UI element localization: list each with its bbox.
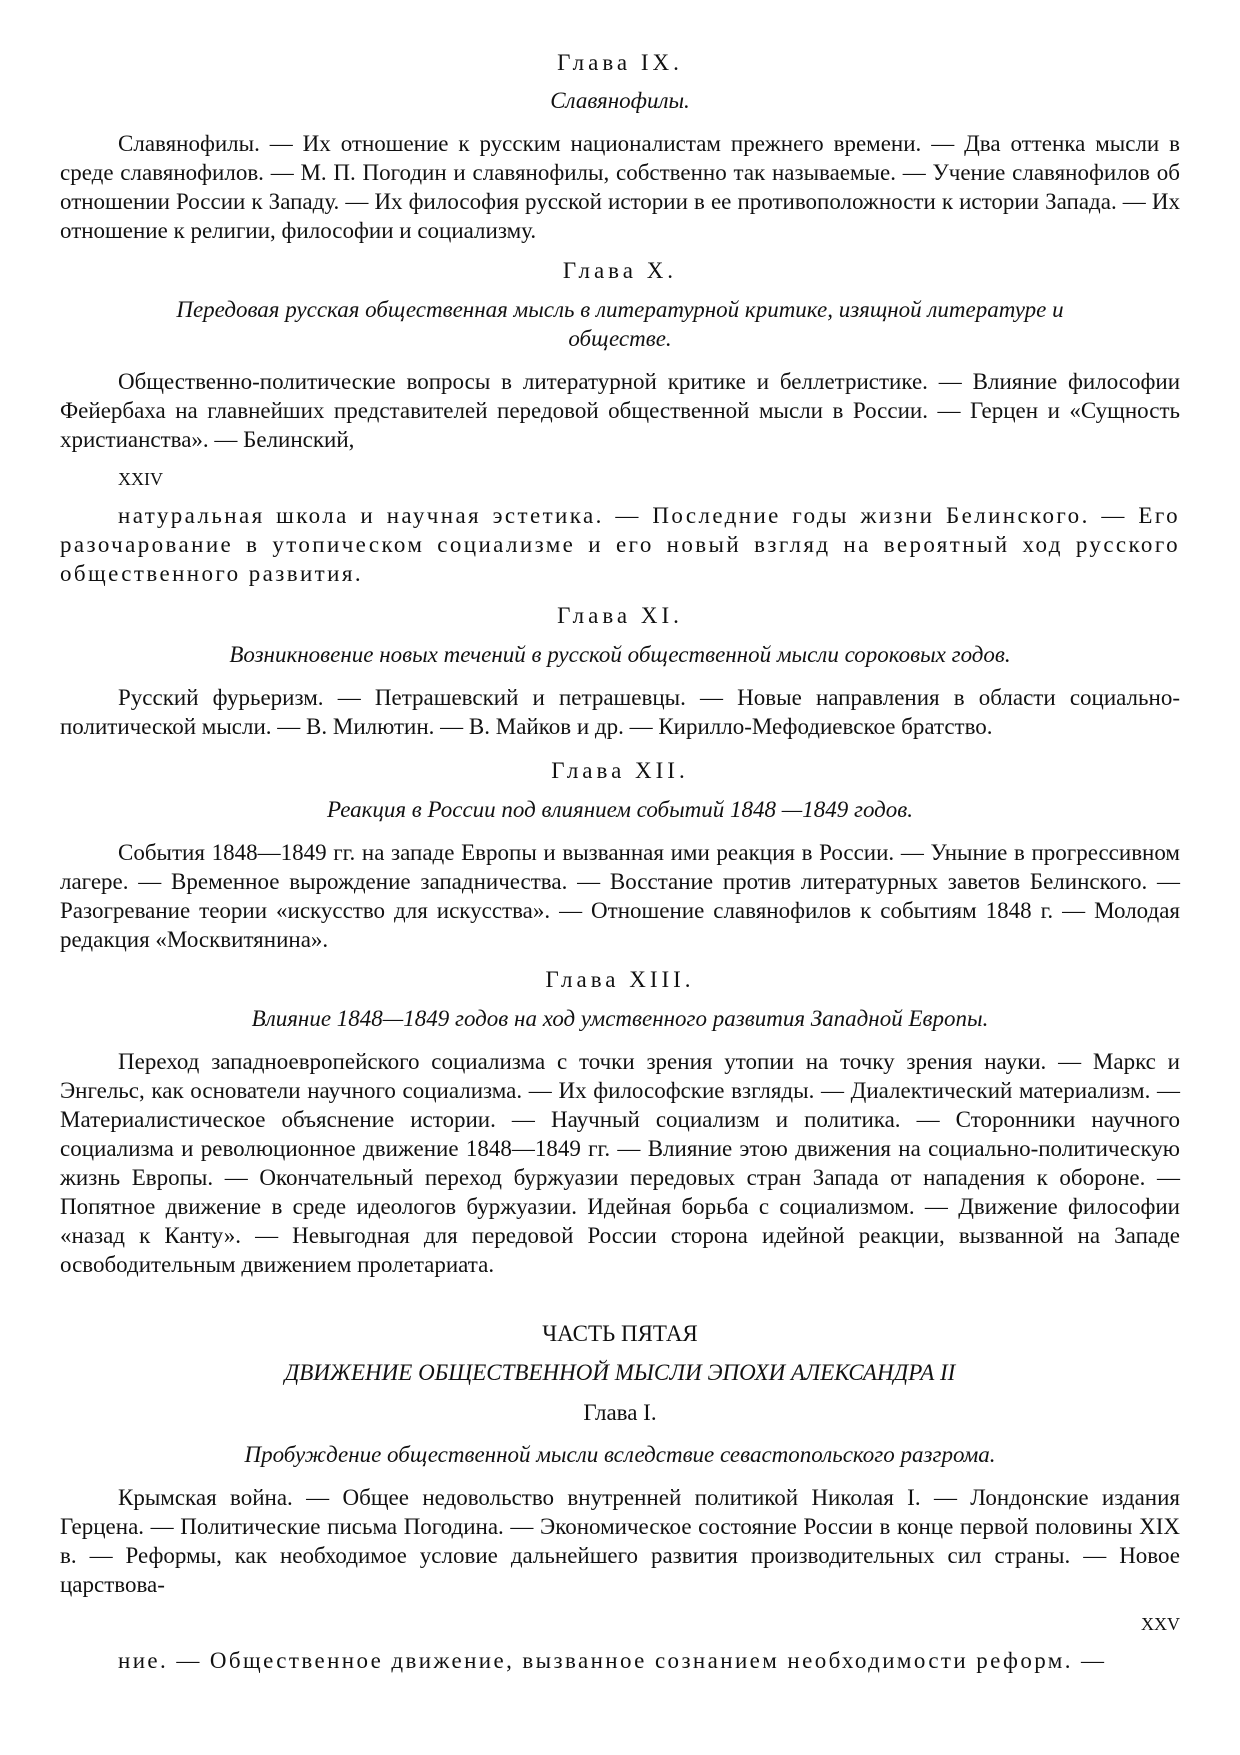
chapter-9-summary: Славянофилы. — Их отношение к русским националистам прежнего времени. — Два оттенка мысли в среде славянофилов. — М. П. Погодин и славянофилы, собственно так называемые. — Учение славянофилов об отношении России к Западу. — Их философия русской истории в ее противоположности к истории Запада. — Их отношение к религии, философии и социализму. bbox=[60, 131, 1180, 243]
chapter-12-heading: Глава XII. bbox=[551, 758, 689, 783]
chapter-12-title: Реакция в России под влиянием событий 1848 —1849 годов. bbox=[326, 797, 914, 822]
part-5-title: ДВИЖЕНИЕ ОБЩЕСТВЕННОЙ МЫСЛИ ЭПОХИ АЛЕКСАНДРА II bbox=[284, 1360, 956, 1385]
chapter-12-summary: События 1848—1849 гг. на западе Европы и вызванная ими реакция в России. — Уныние в прогрессивном лагере. — Временное вырождение западничества. — Восстание против литературных заветов Белинского. — Разогревание теории «искусство для искусства». — Отношение славянофилов к событиям 1848 г. — Молодая редакция «Москвитянина». bbox=[60, 840, 1180, 952]
chapter-9-heading: Глава IX. bbox=[557, 50, 683, 75]
chapter-13-title: Влияние 1848—1849 годов на ход умственного развития Западной Европы. bbox=[251, 1006, 989, 1031]
part-5-chapter-1-heading: Глава I. bbox=[583, 1400, 657, 1425]
chapter-9-title: Славянофилы. bbox=[550, 88, 690, 113]
part-5-chapter-1-title: Пробуждение общественной мысли вследствие севастопольского разгрома. bbox=[244, 1442, 996, 1467]
chapter-13-summary: Переход западноевропейского социализма с точки зрения утопии на точку зрения науки. — Маркс и Энгельс, как основатели научного социализма. — Их философские взгляды. — Диалектический материализм. — Материалистическое объяснение истории. — Научный социализм и политика. — Сторонники научного социализма и революционное движение 1848—1849 гг. — Влияние этою движения на социально-политическую жизнь Европы. — Окончательный переход буржуазии передовых стран Запада от нападения к обороне. — Попятное движение в среде идеологов буржуазии. Идейная борьба с социализмом. — Движение философии «назад к Канту». — Невыгодная для передовой России сторона идейной реакции, вызванной на Западе освободительным движением пролетариата. bbox=[60, 1049, 1180, 1277]
part-5-heading: ЧАСТЬ ПЯТАЯ bbox=[542, 1321, 698, 1346]
chapter-10-heading: Глава X. bbox=[562, 258, 678, 283]
part-5-chapter-1-summary-part1: Крымская война. — Общее недовольство внутренней политикой Николая I. — Лондонские издания Герцена. — Политические письма Погодина. — Экономическое состояние России в конце первой половины XIX в. — Реформы, как необходимое условие дальнейшего развития производительных сил страны. — Новое царствова- bbox=[60, 1485, 1180, 1597]
chapter-11-title: Возникновение новых течений в русской общественной мысли сороковых годов. bbox=[229, 642, 1011, 667]
page-number-xxiv: XXIV bbox=[118, 469, 163, 489]
chapter-13-heading: Глава XIII. bbox=[545, 967, 695, 992]
part-5-chapter-1-summary-part2: ние. — Общественное движение, вызванное сознанием необходимости реформ. — bbox=[118, 1648, 1107, 1673]
chapter-10-summary-part1: Общественно-политические вопросы в литературной критике и беллетристике. — Влияние философии Фейербаха на главнейших представителей передовой общественной мысли в России. — Герцен и «Сущность христианства». — Белинский, bbox=[60, 369, 1180, 452]
chapter-10-title: Передовая русская общественная мысль в литературной критике, изящной литературе и обществе. bbox=[176, 297, 1064, 351]
page-number-xxv: XXV bbox=[1141, 1614, 1180, 1634]
chapter-11-heading: Глава XI. bbox=[557, 603, 683, 628]
chapter-10-summary-part2: натуральная школа и научная эстетика. — Последние годы жизни Белинского. — Его разочарование в утопическом социализме и его новый взгляд на вероятный ход русского общественного развития. bbox=[60, 503, 1180, 586]
chapter-11-summary: Русский фурьеризм. — Петрашевский и петрашевцы. — Новые направления в области социально-политической мысли. — В. Милютин. — В. Майков и др. — Кирилло-Мефодиевское братство. bbox=[60, 685, 1180, 739]
